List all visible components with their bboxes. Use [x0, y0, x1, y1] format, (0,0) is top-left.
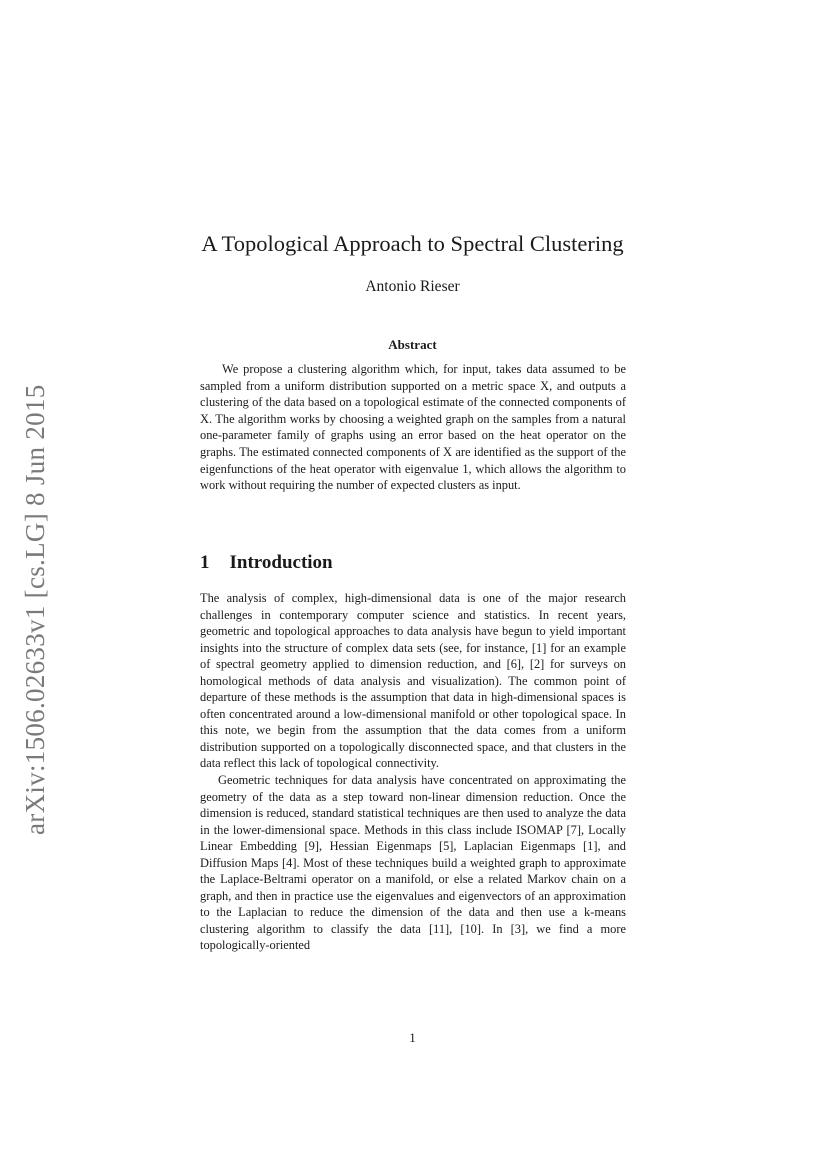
- section-title: Introduction: [229, 552, 333, 573]
- page-number: 1: [409, 1030, 416, 1045]
- abstract-text: We propose a clustering algorithm which, for input, takes data assumed to be sampled from a uniform distribution supported on a metric space X, and outputs a clustering of the data based on a topological estimate of the connected components of X. The algorithm works by choosing a weighted graph on the samples from a natural one-parameter family of graphs using an error based on the heat operator on the graphs. The estimated connected components of X are identified as the support of the eigenfunctions of the heat operator with eigenvalue 1, which allows the algorithm to work without requiring the number of expected clusters as input.: [200, 362, 626, 493]
- paragraph: The analysis of complex, high-dimensional data is one of the major research challenges in contemporary computer science and statistics. In recent years, geometric and topological approaches to data analysis have begun to yield important insights into the structure of complex data sets (see, for instance, [1] for an example of spectral geometry applied to dimension reduction, and [6], [2] for surveys on homological methods of data analysis and visualization). The common point of departure of these methods is the assumption that data in high-dimensional spaces is often concentrated around a low-dimensional manifold or other topological space. In this note, we begin from the assumption that the data comes from a uniform distribution supported on a topologically disconnected space, and that clusters in the data reflect this lack of topological connectivity.: [200, 591, 626, 771]
- paper-title: A Topological Approach to Spectral Clustering: [201, 231, 624, 256]
- section-body: [200, 590, 626, 954]
- abstract-heading: Abstract: [388, 337, 437, 352]
- arxiv-identifier-stamp: arXiv:1506.02633v1 [cs.LG] 8 Jun 2015: [20, 384, 50, 836]
- paragraph: Geometric techniques for data analysis have concentrated on approximating the geometry of the data as a step toward non-linear dimension reduction. Once the dimension is reduced, standard statistical techniques are then used to analyze the data in the lower-dimensional space. Methods in this class include ISOMAP [7], Locally Linear Embedding [9], Hessian Eigenmaps [5], Laplacian Eigenmaps [1], and Diffusion Maps [4]. Most of these techniques build a weighted graph to approximate the Laplace-Beltrami operator on a manifold, or else a related Markov chain on a graph, and then in practice use the eigenvalues and eigenvectors of an approximation to the Laplacian to reduce the dimension of the data and then use a k-means clustering algorithm to classify the data [11], [10]. In [3], we find a more topologically-oriented: [200, 773, 626, 953]
- paper-author: Antonio Rieser: [365, 278, 460, 295]
- section-number: 1: [200, 552, 210, 573]
- section-heading: [200, 552, 626, 574]
